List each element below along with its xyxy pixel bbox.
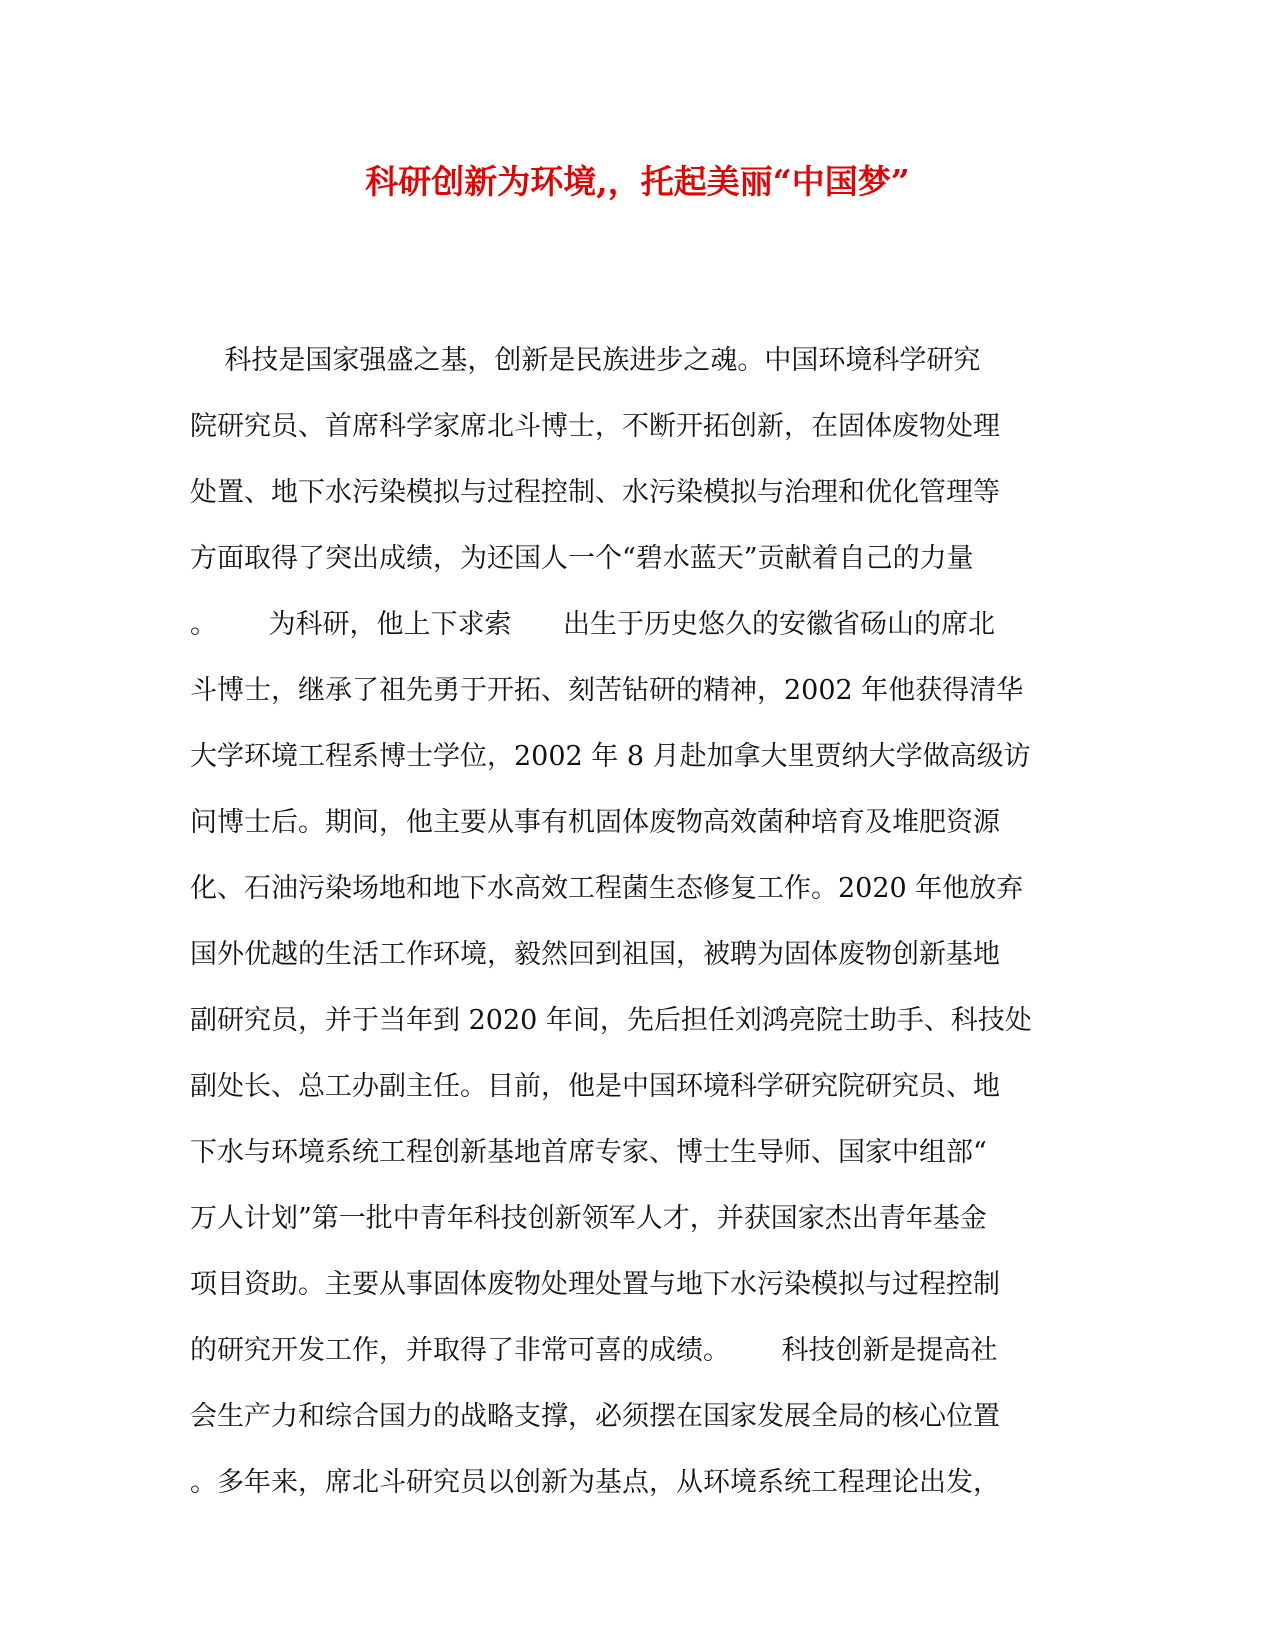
body-line: 问博士后。期间，他主要从事有机固体废物高效菌种培育及堆肥资源	[190, 807, 1000, 838]
body-line: 副处长、总工办副主任。目前，他是中国环境科学研究院研究员、地	[190, 1071, 1000, 1102]
body-line: 的研究开发工作，并取得了非常可喜的成绩。 科技创新是提高社	[190, 1335, 998, 1366]
body-line: 方面取得了突出成绩，为还国人一个“碧水蓝天”贡献着自己的力量	[190, 543, 974, 574]
body-line: 大学环境工程系博士学位，2002 年 8 月赴加拿大里贾纳大学做高级访	[190, 741, 1031, 772]
document-title: 科研创新为环境,，托起美丽“中国梦”	[365, 162, 910, 201]
body-line: 。 为科研，他上下求索 出生于历史悠久的安徽省砀山的席北	[190, 609, 995, 640]
body-line: 下水与环境系统工程创新基地首席专家、博士生导师、国家中组部“	[190, 1137, 987, 1168]
body-line: 。多年来，席北斗研究员以创新为基点，从环境系统工程理论出发，	[190, 1467, 1000, 1498]
document-body	[190, 328, 1070, 1516]
body-line: 会生产力和综合国力的战略支撑，必须摆在国家发展全局的核心位置	[190, 1401, 1000, 1432]
body-line: 化、石油污染场地和地下水高效工程菌生态修复工作。2020 年他放弃	[190, 873, 1024, 904]
body-line: 科技是国家强盛之基，创新是民族进步之魂。中国环境科学研究	[190, 345, 981, 376]
body-line: 副研究员，并于当年到 2020 年间，先后担任刘鸿亮院士助手、科技处	[190, 1005, 1032, 1036]
body-line: 斗博士，继承了祖先勇于开拓、刻苦钻研的精神，2002 年他获得清华	[190, 675, 1024, 706]
body-line: 万人计划”第一批中青年科技创新领军人才，并获国家杰出青年基金	[190, 1203, 987, 1234]
body-line: 处置、地下水污染模拟与过程控制、水污染模拟与治理和优化管理等	[190, 477, 1000, 508]
body-line: 国外优越的生活工作环境，毅然回到祖国，被聘为固体废物创新基地	[190, 939, 1000, 970]
body-line: 项目资助。主要从事固体废物处理处置与地下水污染模拟与过程控制	[190, 1269, 1000, 1300]
body-line: 院研究员、首席科学家席北斗博士，不断开拓创新，在固体废物处理	[190, 411, 1000, 442]
